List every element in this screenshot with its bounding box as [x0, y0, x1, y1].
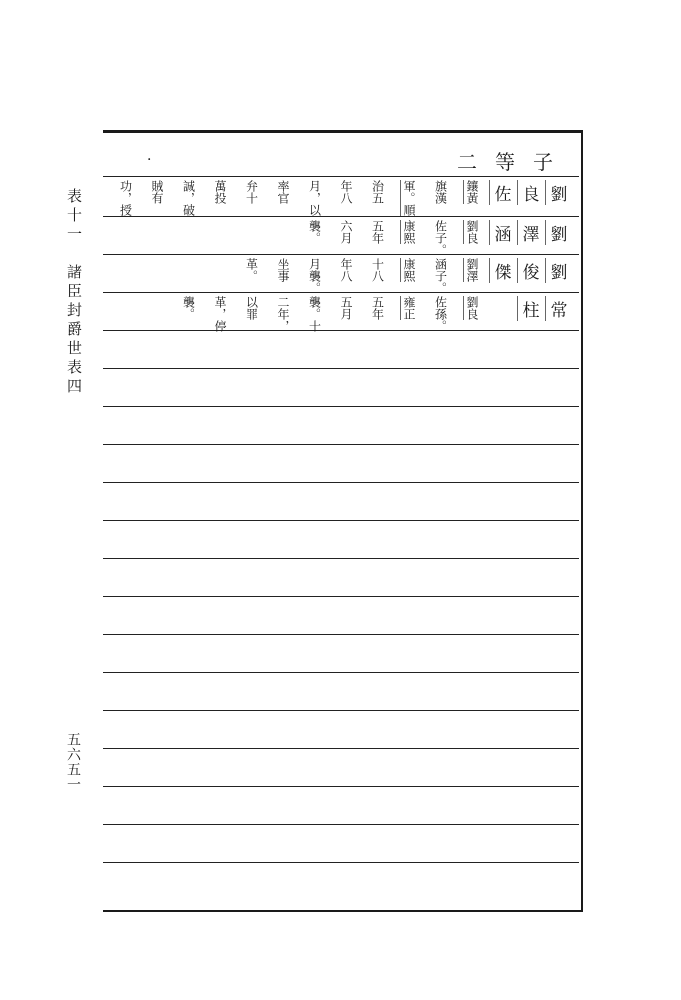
person-name	[489, 220, 571, 245]
entry-text-column: 康熙	[402, 220, 416, 244]
entry-text-column: 旗漢	[433, 180, 448, 204]
entry-row	[103, 177, 579, 215]
table-top-border	[103, 130, 583, 133]
row-rule	[103, 444, 579, 445]
row-rule	[103, 786, 579, 787]
entry-text-column: 襲。十	[307, 296, 322, 332]
register-table	[103, 130, 583, 912]
entry-text-column: 襲。	[307, 220, 322, 244]
entry-text-column: 劉澤	[465, 258, 479, 282]
row-rule	[103, 862, 579, 863]
entry-text-column: 劉良	[465, 220, 479, 244]
row-rule	[103, 748, 579, 749]
entry-text-column: 軍。順	[402, 180, 416, 216]
entry-text-column: 功，授	[118, 180, 133, 216]
name-char: 佐	[489, 180, 515, 205]
entry-text-column: 劉良	[465, 296, 479, 320]
entry-text-column: 月襲。	[307, 258, 322, 294]
name-char: 俊	[517, 258, 543, 283]
person-name	[489, 180, 571, 205]
entry-text-column: 賊有	[150, 180, 164, 204]
person-name	[489, 258, 571, 283]
entry-text-column: 弁十	[244, 180, 259, 204]
person-name	[517, 296, 571, 321]
entry-text-column: 鑲黃	[465, 180, 479, 204]
row-rule	[103, 368, 579, 369]
row-rule	[103, 634, 579, 635]
entry-text-column: 十八	[370, 258, 385, 282]
entry-text-column: 月，以	[307, 180, 322, 216]
entry-text-column: 誠，破	[181, 180, 196, 216]
row-rule	[103, 520, 579, 521]
entry-text-column: 年八	[339, 258, 353, 282]
row-rule	[103, 596, 579, 597]
entry-text-column: 革，停	[213, 296, 227, 332]
entry-text-column: 佐子。	[433, 220, 448, 256]
name-char: 常	[545, 296, 571, 321]
table-right-border	[581, 130, 583, 912]
name-char: 劉	[545, 258, 571, 283]
entry-text-column: 率官	[276, 180, 290, 204]
entry-row	[103, 255, 579, 293]
entry-row	[103, 293, 579, 331]
margin-title: 表十一 諸臣封爵世表四	[65, 188, 83, 397]
entry-text-column: 六月	[339, 220, 353, 244]
entry-text-column: 以罪	[244, 296, 259, 320]
name-char: 良	[517, 180, 543, 205]
row-rule	[103, 710, 579, 711]
entry-text-column: 五年	[370, 296, 385, 320]
entry-text-column: 佐孫。	[433, 296, 448, 332]
entry-text-column: 五年	[370, 220, 385, 244]
entry-text-column: 年八	[339, 180, 353, 204]
page-number: 五六五一	[65, 732, 81, 792]
name-char: 澤	[517, 220, 543, 245]
name-char: 劉	[545, 180, 571, 205]
name-char: 柱	[517, 296, 543, 321]
table-bottom-border	[103, 910, 583, 912]
ink-dot: ·	[147, 152, 152, 168]
row-rule	[103, 482, 579, 483]
entry-row	[103, 217, 579, 255]
row-rule	[103, 406, 579, 407]
entry-text-column: 康熙	[402, 258, 416, 282]
entry-text-column: 襲。	[181, 296, 196, 320]
entry-text-column: 萬投	[213, 180, 227, 204]
entry-text-column: 革。	[244, 258, 259, 282]
entry-text-column: 五月	[339, 296, 353, 320]
entry-text-column: 涵子。	[433, 258, 448, 294]
name-char: 傑	[489, 258, 515, 283]
name-char: 涵	[489, 220, 515, 245]
name-char: 劉	[545, 220, 571, 245]
entry-text-column: 坐事	[276, 258, 290, 282]
table-header: 二等子	[457, 150, 571, 174]
row-rule	[103, 672, 579, 673]
row-rule	[103, 558, 579, 559]
entry-text-column: 二年，	[276, 296, 290, 332]
entry-text-column: 治五	[370, 180, 385, 204]
entry-text-column: 雍正	[402, 296, 416, 320]
row-rule	[103, 824, 579, 825]
